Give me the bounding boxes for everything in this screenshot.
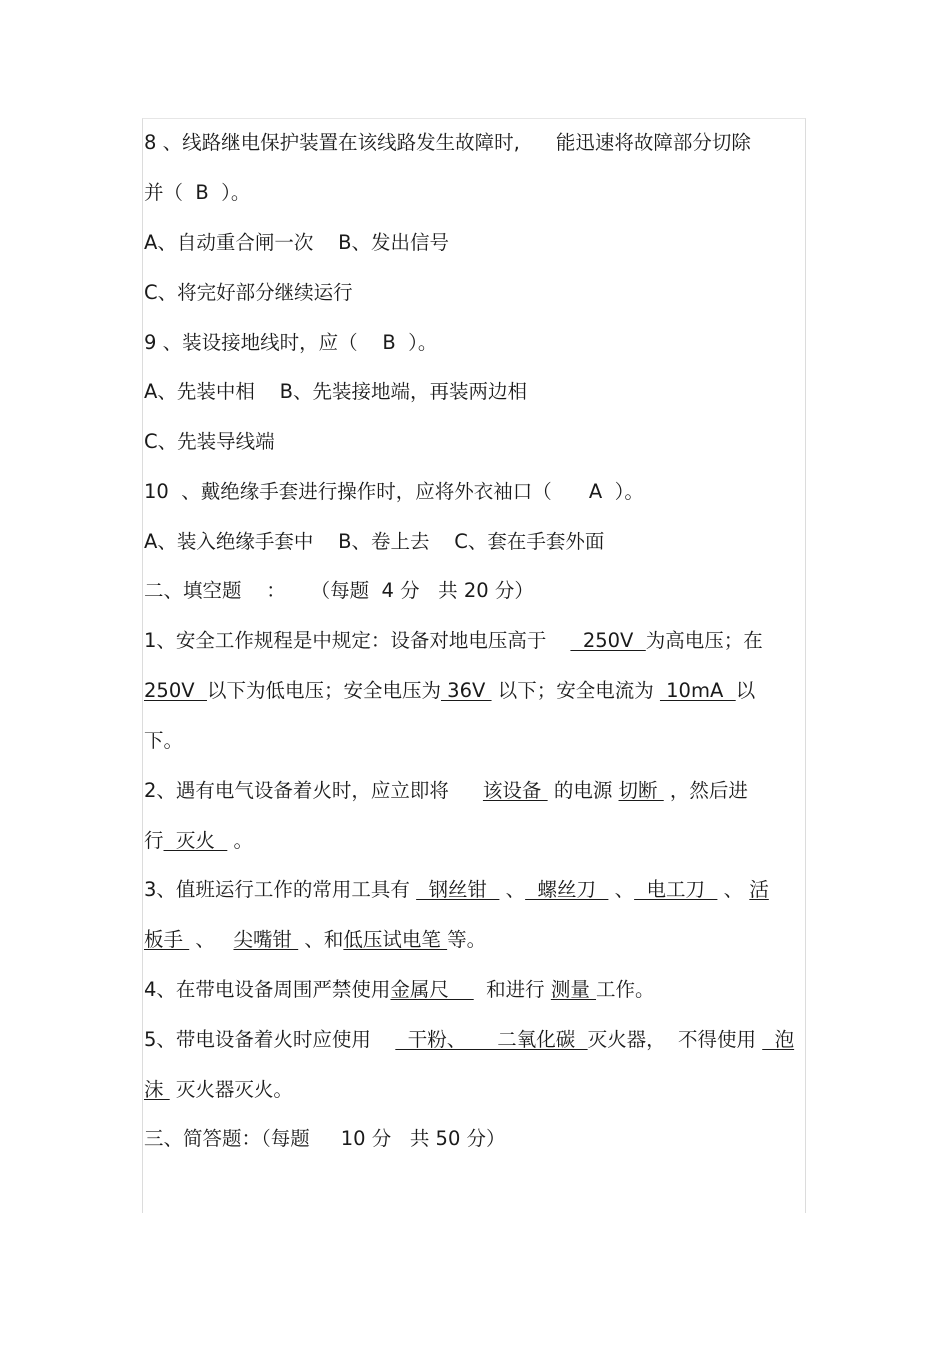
section2-title: 二、填空题 ： （每题 4 分 共 20 分）	[144, 579, 534, 602]
fill5-blank-foam-part1: 泡	[762, 1028, 795, 1051]
fill2-blank-device: 该设备	[482, 779, 548, 802]
q9-options-ab: A、先装中相 B、先装接地端，再装两边相	[144, 380, 528, 403]
fill5-line2: 沫 灭火器灭火。	[144, 1078, 293, 1101]
fill4-blank-metal-ruler: 金属尺	[390, 978, 474, 1001]
fill1-line2: 250V 以下为低电压；安全电压为 36V 以下；安全电流为 10mA 以	[144, 679, 756, 702]
q10-options: A、装入绝缘手套中 B、卷上去 C、套在手套外面	[144, 530, 605, 553]
fill5-line1: 5、带电设备着火时应使用 干粉、 二氧化碳 灭火器， 不得使用 泡	[144, 1028, 795, 1051]
fill3-line2: 板手 、 尖嘴钳 、和低压试电笔 等。	[144, 928, 487, 951]
fill1-blank-low-voltage: 250V	[144, 679, 207, 702]
q8-options-ab: A、自动重合闸一次 B、发出信号	[144, 231, 450, 254]
fill1-blank-safe-voltage: 36V	[440, 679, 492, 702]
fill3-blank-needle-nose: 尖嘴钳	[233, 928, 299, 951]
fill2-line1: 2、遇有电气设备着火时，应立即将 该设备 的电源 切断 ，然后进	[144, 779, 748, 802]
q9-stem: 9 、装设接地线时，应（ B ）。	[144, 331, 438, 354]
fill3-blank-pliers: 钢丝钳	[416, 878, 500, 901]
q10-stem: 10 、戴绝缘手套进行操作时，应将外衣袖口（ A ）。	[144, 480, 644, 503]
q8-stem-line1: 8 、线路继电保护装置在该线路发生故障时, 能迅速将故障部分切除	[144, 131, 751, 154]
fill1-blank-high-voltage: 250V	[570, 629, 646, 652]
fill1-blank-safe-current: 10mA	[659, 679, 736, 702]
q8-stem-line2: 并（ B ）。	[144, 181, 251, 204]
fill1-line3: 下。	[144, 729, 184, 752]
fill2-blank-cutoff: 切断	[618, 779, 664, 802]
fill3-blank-screwdriver: 螺丝刀	[525, 878, 609, 901]
fill3-blank-electrician-knife: 电工刀	[634, 878, 718, 901]
fill3-blank-wrench-part2: 板手	[144, 928, 190, 951]
fill3-line1: 3、值班运行工作的常用工具有 钢丝钳 、 螺丝刀 、 电工刀 、 活	[144, 878, 769, 901]
fill4-blank-measure: 测量	[550, 978, 597, 1001]
fill4-line1: 4、在带电设备周围严禁使用金属尺 和进行 测量 工作。	[144, 978, 655, 1001]
q8-option-c: C、将完好部分继续运行	[144, 281, 353, 304]
fill3-blank-wrench-part1: 活	[749, 878, 769, 901]
fill2-line2: 行 灭火 。	[144, 829, 254, 852]
fill2-blank-extinguish: 灭火	[163, 829, 228, 852]
fill3-blank-test-pen: 低压试电笔	[343, 928, 448, 951]
fill5-blank-extinguishers: 干粉、 二氧化碳	[395, 1028, 588, 1051]
section3-title: 三、简答题：（每题 10 分 共 50 分）	[144, 1127, 506, 1150]
q9-option-c: C、先装导线端	[144, 430, 275, 453]
fill1-line1: 1、安全工作规程是中规定：设备对地电压高于 250V 为高电压；在	[144, 629, 763, 652]
fill5-blank-foam-part2: 沫	[144, 1078, 170, 1101]
